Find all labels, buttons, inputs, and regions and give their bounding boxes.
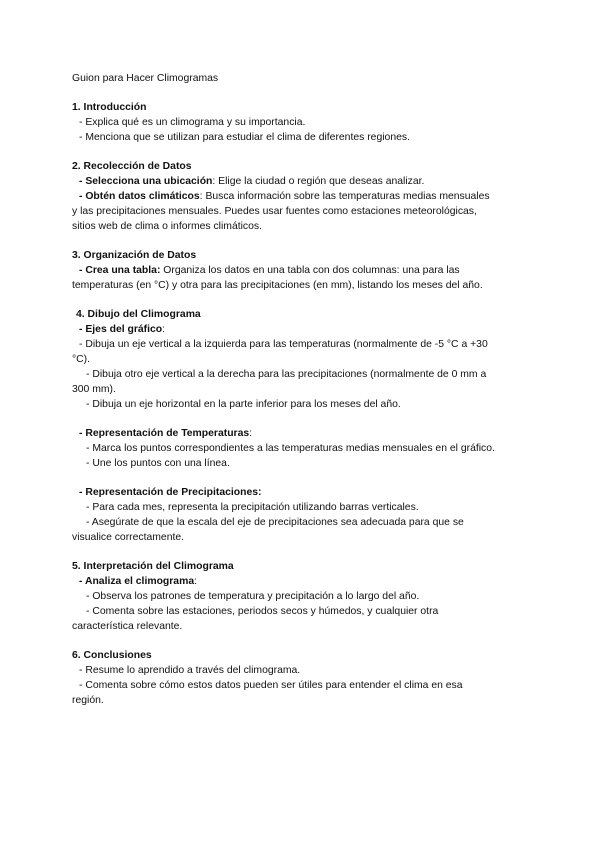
list-item-continuation: 300 mm). [72, 384, 116, 395]
item-label: - Obtén datos climáticos [79, 191, 200, 202]
document-title: Guion para Hacer Climogramas [72, 73, 219, 84]
list-item-continuation: °C). [72, 354, 91, 365]
list-item: - Menciona que se utilizan para estudiar el clima de diferentes regiones. [79, 132, 410, 143]
list-item [72, 426, 532, 441]
item-label: - Crea una tabla: [79, 265, 161, 276]
list-item-continuation: sitios web de clima o informes climáticos. [72, 221, 262, 232]
item-label: - Representación de Precipitaciones: [79, 487, 262, 498]
item-label: - Ejes del gráfico [79, 324, 163, 335]
item-text: : [162, 324, 166, 335]
item-text: : [194, 576, 197, 587]
section-heading: 2. Recolección de Datos [72, 161, 192, 172]
list-item-continuation: y las precipitaciones mensuales. Puedes usar fuentes como estaciones meteorológicas, [72, 206, 477, 217]
list-item [72, 485, 532, 500]
list-item-continuation: temperaturas (en °C) y otra para las precipitaciones (en mm), listando los meses del año. [72, 280, 483, 291]
list-item-continuation: visualice correctamente. [72, 532, 185, 543]
item-label: - Representación de Temperaturas [79, 428, 250, 439]
item-text: : Busca información sobre las temperaturas medias mensuales [199, 191, 490, 202]
item-label: - Selecciona una ubicación [79, 176, 213, 187]
list-item: - Dibuja un eje vertical a la izquierda para las temperaturas (normalmente de -5 °C a +30 [79, 339, 488, 350]
list-item [72, 263, 532, 278]
section-organizacion [72, 248, 532, 293]
list-item [72, 189, 532, 204]
section-heading: 1. Introducción [72, 102, 147, 113]
list-item: - Asegúrate de que la escala del eje de precipitaciones sea adecuada para que se [86, 517, 464, 528]
section-conclusiones [72, 648, 532, 708]
item-text: Organiza los datos en una tabla con dos columnas: una para las [160, 265, 460, 276]
list-item: - Explica qué es un climograma y su importancia. [79, 117, 306, 128]
section-heading: 5. Interpretación del Climograma [72, 561, 234, 572]
list-item: - Dibuja un eje horizontal en la parte inferior para los meses del año. [86, 399, 401, 410]
list-item: - Une los puntos con una línea. [86, 458, 230, 469]
section-heading: 3. Organización de Datos [72, 250, 197, 261]
list-item: - Comenta sobre las estaciones, periodos secos y húmedos, y cualquier otra [86, 606, 439, 617]
section-dibujo [72, 307, 532, 545]
section-heading: 4. Dibujo del Climograma [76, 309, 201, 320]
item-text: : [249, 428, 253, 439]
section-heading: 6. Conclusiones [72, 650, 152, 661]
list-item-continuation: característica relevante. [72, 621, 183, 632]
item-label: - Analiza el climograma [79, 576, 195, 587]
section-introduccion [72, 100, 532, 145]
list-item [72, 574, 532, 589]
item-text: : Elige la ciudad o región que deseas analizar. [212, 176, 425, 187]
list-item: - Comenta sobre cómo estos datos pueden ser útiles para entender el clima en esa [79, 680, 463, 691]
document-page [72, 71, 532, 722]
list-item [72, 322, 532, 337]
list-item: - Observa los patrones de temperatura y precipitación a lo largo del año. [86, 591, 420, 602]
section-interpretacion [72, 559, 532, 634]
list-item-continuation: región. [72, 695, 104, 706]
list-item: - Para cada mes, representa la precipitación utilizando barras verticales. [86, 502, 419, 513]
list-item: - Dibuja otro eje vertical a la derecha para las precipitaciones (normalmente de 0 mm a [86, 369, 487, 380]
list-item: - Marca los puntos correspondientes a las temperaturas medias mensuales en el gráfico. [86, 443, 495, 454]
section-recoleccion [72, 159, 532, 234]
list-item [72, 174, 532, 189]
list-item: - Resume lo aprendido a través del climograma. [79, 665, 301, 676]
